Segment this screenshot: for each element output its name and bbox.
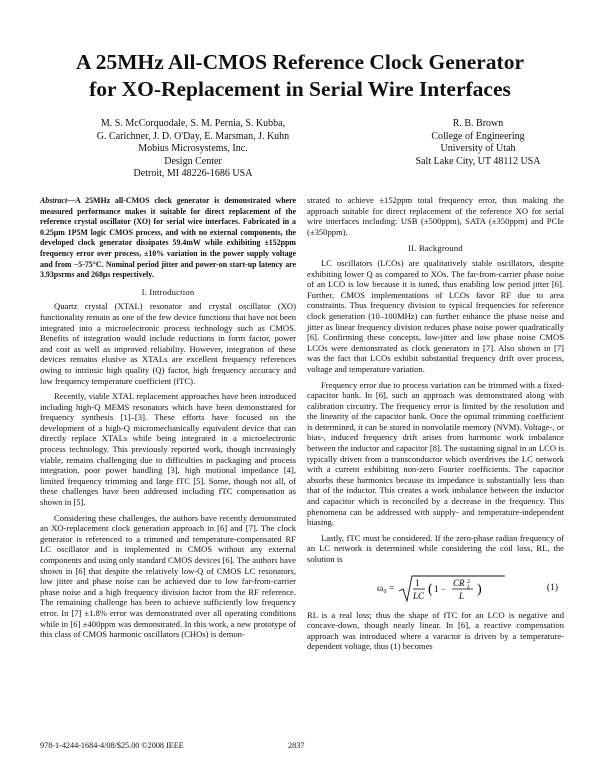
page-number: 2837 — [288, 741, 305, 750]
author-line: G. Carichner, J. D. O'Day, E. Marsman, J. Kuhn — [96, 130, 290, 142]
abstract-text: A 25MHz all-CMOS clock generator is demonstrated where measured performance makes it suitable for direct replacement of the reference crystal oscillator (XO) for serial wire interfaces. Fabricated in a 0.25μm 1P5M logic CMOS process, and with no external components, the developed clock generator dissipates 59.4mW while exhibiting ±152ppm frequency error over process, ±10% variation in the power supply voltage and from −5-75°C. Nominal period jitter and power-on start-up latency are 3.93psrms and 268μs respectively. — [40, 196, 296, 280]
svg-text:1: 1 — [414, 577, 420, 588]
author-line: M. S. McCorquodale, S. M. Pernia, S. Kubba, — [100, 118, 286, 129]
section-heading-background: II. Background — [408, 243, 463, 254]
svg-text:2: 2 — [466, 578, 470, 585]
affiliation-line: Design Center — [164, 155, 222, 167]
right-column — [307, 195, 564, 657]
body-paragraph: Considering these challenges, the authors have recently demonstrated an XO-replacement clock generation approach in [6] and [7]. The clock generator is referenced to a trimmed and temperature-compensated RF LC oscillator and is implemented in CMOS without any external components and using only standard CMOS devices [6]. The authors have shown in [6] that despite the relatively low-Q of CMOS LC resonators, low jitter and phase noise can be achieved due to low far-from-carrier phase noise and a high frequency division factor from the RF reference. The remaining challenge has been to achieve sufficiently low frequency error. In [7] ±1.8% error was demonstrated over all operating conditions while in [6] ±400ppm was demonstrated. In this work, a new prototype of this class of CMOS harmonic oscillators (CHOs) is demon- — [40, 512, 296, 640]
footer-isbn: 978-1-4244-1684-4/08/$25.00 ©2008 IEEE — [40, 741, 184, 750]
svg-text:1 −: 1 − — [433, 583, 446, 594]
body-paragraph-continued: strated to achieve ±152ppm total frequency error, thus making the approach suitable for direct replacement of the reference XO for serial wire interfaces including: USB (±500ppm), SATA (±350ppm) and PCIe (±350ppm). — [307, 195, 564, 237]
title-line-1: A 25MHz All-CMOS Reference Clock Generator — [76, 50, 524, 74]
body-paragraph: Lastly, fTC must be considered. If the zero-phase radian frequency of an LC network is determined while considering the coil loss, RL, the solution is — [307, 532, 564, 564]
body-paragraph: Frequency error due to process variation can be trimmed with a fixed-capacitor bank. In [6], such an approach was demonstrated along with calibration circuitry. The frequency error is limited by the resolution and the linearity of the capacitor bank. Once the optimal trimming coefficient is determined, it can be stored in nonvolatile memory (NVM). Voltage-, or bias-, induced frequency drift arises from harmonic work imbalance between the inductor and capacitor [8]. The sustaining signal in an LCO is typically driven from a transconductor which overdrives the LC network with a current exhibiting non-zero Fourier coefficients. The capacitor absorbs these harmonics because its impedance is substantially less than that of the inductor. This creates a work imbalance between the inductor and capacitor which is reconciled by a decrease in the frequency. This phenomena can be addressed with supply- and temperature-independent biasing. — [307, 379, 564, 528]
equation-radical-icon — [397, 574, 507, 604]
affiliation-line: Detroit, MI 48226-1686 USA — [133, 168, 253, 180]
author-block-left — [38, 118, 348, 181]
body-paragraph: LC oscillators (LCOs) are qualitatively stable oscillators, despite exhibiting lower Q as compared to XOs. The far-from-carrier phase noise of an LCO is low because it is tuned, thus enabling low period jitter [6]. Further, CMOS implementations of LCOs favor RF due to area constraints. Thus frequency division to typical frequencies for reference clock generation (10–100MHz) can further enhance the phase noise and jitter as linear frequency division reduces phase noise power quadratically [6]. Confirming these concepts, low-jitter and low phase noise CMOS LCOs were demonstrated as clock generators in [7]. Also shown in [7] was the fact that LCOs exhibit substantial frequency drift over process, voltage and temperature variation. — [307, 257, 564, 374]
equation-body — [377, 574, 507, 604]
equation-lhs: ω₀ = — [377, 583, 395, 594]
body-paragraph: Recently, viable XTAL replacement approaches have been introduced including high-Q MEMS resonators which have been demonstrated for frequency synthesis [1]–[3]. These efforts have focused on the development of a high-Q micromechanically equivalent device that can directly replace XTALs while being integrated in a microelectronic process technology. This previously reported work, though increasingly viable, remains challenging due to difficulties in packaging and process integration, poor power handling [3], high motional impedance [4], limited frequency trimming and large fTC [5]. Some, though not all, of these challenges have been addressed including fTC compensation as shown in [5]. — [40, 391, 296, 508]
abstract-label: Abstract— — [40, 196, 76, 205]
svg-text:CR: CR — [452, 577, 465, 588]
affiliation-line: Salt Lake City, UT 48112 USA — [415, 155, 541, 167]
svg-text:L: L — [458, 590, 464, 601]
left-column — [40, 196, 296, 645]
svg-text:LC: LC — [412, 590, 424, 601]
svg-text:): ) — [476, 581, 482, 597]
svg-text:(: ( — [427, 581, 433, 597]
abstract — [40, 196, 296, 281]
paper-title — [40, 49, 560, 103]
body-paragraph: RL is a real loss; thus the shape of fTC for an LCO is negative and concave-down, though nearly linear. In [6], a reactive compensation approach was introduced where a varactor is driven by a temperature-dependent voltage, thus (1) becomes — [307, 609, 564, 652]
section-heading-introduction: I. Introduction — [141, 286, 195, 297]
title-line-2: for XO-Replacement in Serial Wire Interfaces — [89, 77, 511, 101]
affiliation-line: Mobius Microsystems, Inc. — [138, 143, 248, 155]
affiliation-line: College of Engineering — [431, 130, 525, 142]
body-paragraph: Quartz crystal (XTAL) resonator and crystal oscillator (XO) functionality remain as one of the few device functions that have not been integrated into a microelectronic process technology such as CMOS. Benefits of integration would include reductions in form factor, power and cost as well as improved reliability. However, integration of these devices remains elusive as XTALs are excellent frequency references owing to intrinsic high quality (Q) factor, high frequency accuracy and low frequency temperature coefficient (fTC). — [40, 301, 296, 386]
affiliation-line: University of Utah — [440, 143, 516, 155]
svg-text:L: L — [466, 584, 471, 591]
author-block-right — [388, 118, 568, 168]
equation-1 — [307, 570, 564, 606]
author-line: R. B. Brown — [452, 118, 504, 129]
equation-number: (1) — [546, 582, 558, 593]
